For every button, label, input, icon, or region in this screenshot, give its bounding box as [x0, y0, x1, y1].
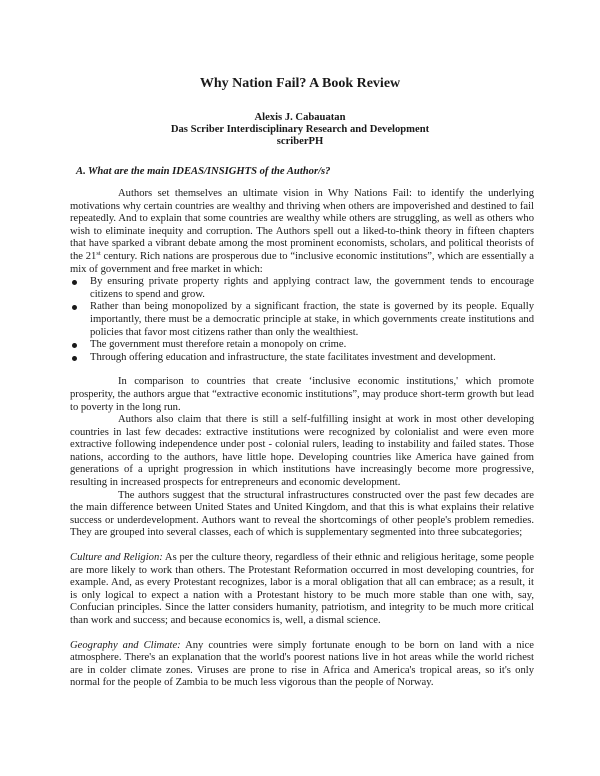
bullet-list	[70, 276, 534, 364]
list-item	[70, 276, 534, 301]
paragraph-geography	[70, 640, 534, 690]
list-item	[70, 352, 534, 365]
list-item-text: By ensuring private property rights and applying contract law, the government tends to encourage citizens to spend and grow.	[90, 276, 534, 300]
paragraph-self-fulfilling: Authors also claim that there is still a self-fulfilling insight at work in most other developing countries in last few decades: extractive institutions were recognized by colonialist and were even more extractive following independence under post - colonial rulers, leading to instability and failed states. Those nations, according to the authors, have little hope. Developing countries like America have gained from generations of a upright progression in which institutions have increasingly become more progressive, resulting in increased prospects for entrepreneurs and economic development.	[70, 414, 534, 489]
author-organization: Das Scriber Interdisciplinary Research and Development	[170, 124, 430, 136]
author-handle: scriberPH	[276, 136, 324, 148]
section-heading-text: What are the main IDEAS/INSIGHTS of the Author/s?	[88, 166, 331, 177]
list-item-text: Rather than being monopolized by a significant fraction, the state is governed by its people. Equally importantly, there must be a democratic principle at stake, in which governments create institutions and policies that favor most citizens rather than only the wealthiest.	[90, 301, 534, 338]
culture-text: As per the culture theory, regardless of their ethnic and religious heritage, some people are more likely to work than others. The Protestant Reformation occurred in most developing countries, for example. And, as every Protestant recognizes, labor is a moral obligation that all can embrace; as a result, it is only logical to expect a nation with a Protestant history to be much more stable than one with, say, Confucian principles. Since the latter considers humanity, patriotism, and integrity to be much more critical than work and success; and because economics is, well, a dismal science.	[70, 552, 535, 626]
bullet-icon	[72, 305, 77, 310]
list-item	[70, 339, 534, 352]
geography-text: Any countries were simply fortunate enough to be born on land with a nice atmosphere. There's an explanation that the world's poorest nations live in hot areas while the world richest are in colder climate zones. Viruses are prone to rise in Africa and America's tropical areas, so it's only normal for the people of Zambia to be much less vigorous than the people of Norway.	[70, 639, 534, 689]
intro-text: Authors set themselves an ultimate vision in Why Nations Fail: to identify the underlying motivations why certain countries are wealthy and thriving when others are impoverished and destined to fail repeatedly. And to explain that some countries are wealthy while others are struggling, as well as others who wish to eliminate inequity and corruption. The Authors spell out a liked-to-think theory in fifteen chapters that have sparked a vibrant debate among the most prominent economists, scholars, and political theorists of the 21	[70, 188, 534, 262]
intro-text-continued: century. Rich nations are prosperous due to “inclusive economic institutions”, which are essentially a mix of government and free market in which:	[70, 250, 534, 275]
bullet-icon	[72, 343, 77, 348]
bullet-icon	[72, 280, 77, 285]
intro-paragraph	[70, 188, 534, 276]
author-name: Alexis J. Cabauatan	[254, 112, 346, 123]
culture-label: Culture and Religion:	[70, 552, 163, 564]
document-title: Why Nation Fail? A Book Review	[199, 76, 401, 91]
section-heading	[76, 166, 536, 179]
list-item-text: The government must therefore retain a monopoly on crime.	[90, 339, 347, 351]
ordinal-suffix: st	[96, 249, 101, 257]
paragraph-extractive: In comparison to countries that create ‘inclusive economic institutions,' which promote prosperity, the authors argue that “extractive economic institutions”, may produce short-term growth but lead to poverty in the long run.	[70, 376, 534, 413]
bullet-icon	[72, 356, 77, 361]
author-block	[0, 112, 600, 149]
geography-label: Geography and Climate:	[70, 639, 181, 651]
paragraph-structural: The authors suggest that the structural infrastructures constructed over the past few decades are the main difference between United States and United Kingdom, and that this is what explains their relative success or underdevelopment. Authors want to reveal the shortcomings of other people's problem remedies. They are grouped into several classes, each of which is supplementary segmented into three subcategories;	[70, 489, 534, 539]
paragraph-culture	[70, 552, 534, 628]
section-letter: A.	[76, 166, 86, 177]
list-item	[70, 301, 534, 339]
list-item-text: Through offering education and infrastructure, the state facilitates investment and development.	[90, 351, 496, 363]
document-body	[70, 188, 534, 690]
